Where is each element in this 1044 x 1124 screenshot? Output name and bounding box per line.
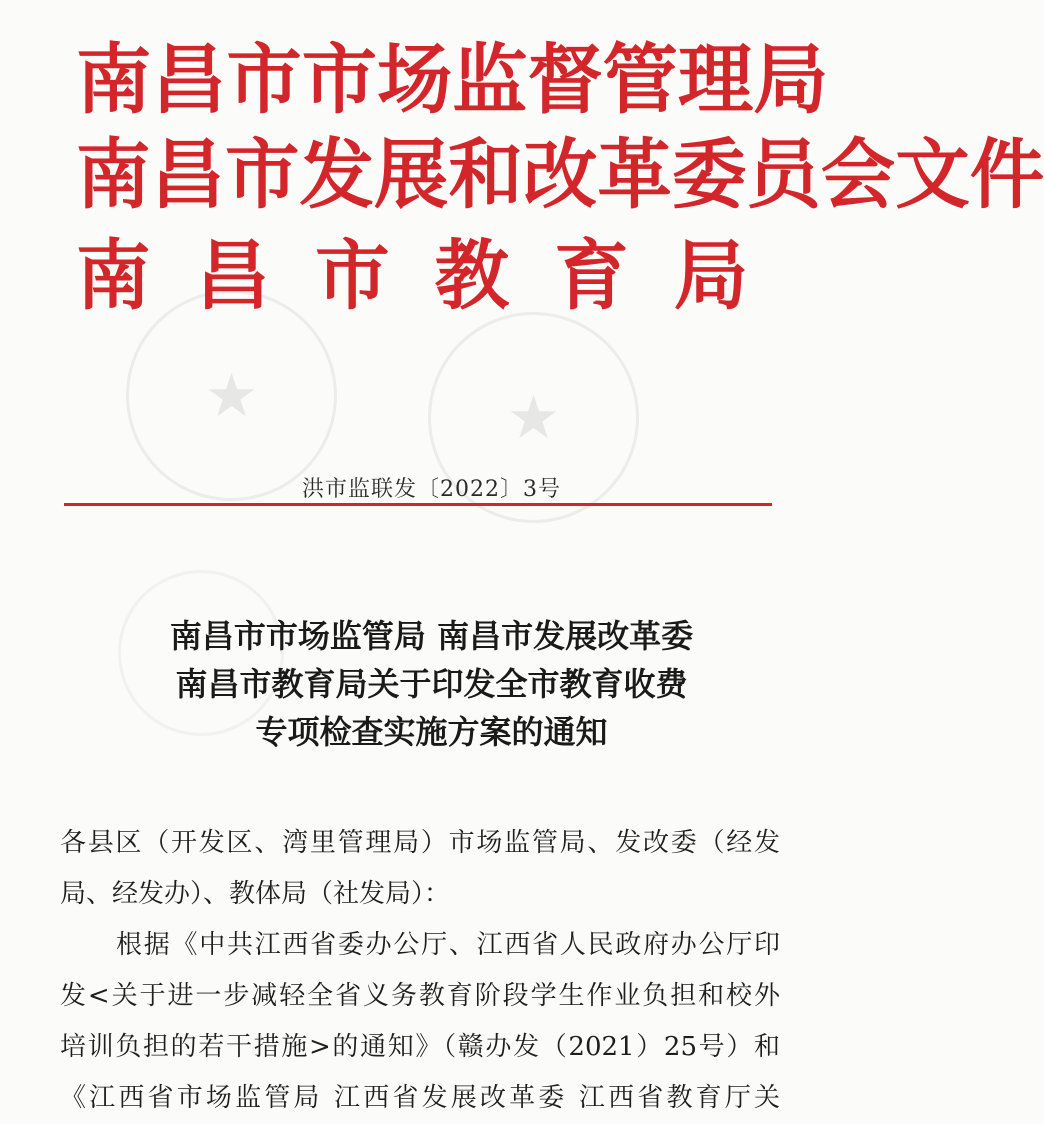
- star-icon: ★: [204, 360, 259, 431]
- recipient-line-2: 局、经发办）、教体局（社发局）：: [60, 879, 451, 909]
- document-body: [60, 818, 780, 1124]
- masthead-line-3: 南昌市教育局: [76, 231, 794, 320]
- masthead-line-2: 南昌市发展和改革委员会文件: [76, 130, 1044, 219]
- paragraph-line-4: 《江西省市场监管局 江西省发展改革委 江西省教育厅关: [60, 1083, 780, 1113]
- paragraph-line-1: 根据《中共江西省委办公厅、江西省人民政府办公厅印: [116, 930, 780, 960]
- document-title: [0, 612, 863, 756]
- red-divider-line: [64, 503, 772, 506]
- star-icon: ★: [506, 382, 561, 453]
- paragraph-line-3: 培训负担的若干措施>的通知》（赣办发（2021）25号）和: [60, 1032, 780, 1062]
- document-number: 洪市监联发〔2022〕3号: [302, 477, 561, 502]
- title-line-2: 南昌市教育局关于印发全市教育收费: [175, 665, 688, 703]
- masthead-line-1: 南昌市市场监督管理局: [76, 35, 829, 124]
- paragraph-line-2: 发<关于进一步减轻全省义务教育阶段学生作业负担和校外: [60, 981, 780, 1011]
- title-line-3: 专项检查实施方案的通知: [255, 713, 608, 751]
- recipient-line-1: 各县区（开发区、湾里管理局）市场监管局、发改委（经发: [60, 828, 780, 858]
- official-seal-stamp: [126, 290, 337, 501]
- title-line-1: 南昌市市场监管局 南昌市发展改革委: [169, 617, 694, 655]
